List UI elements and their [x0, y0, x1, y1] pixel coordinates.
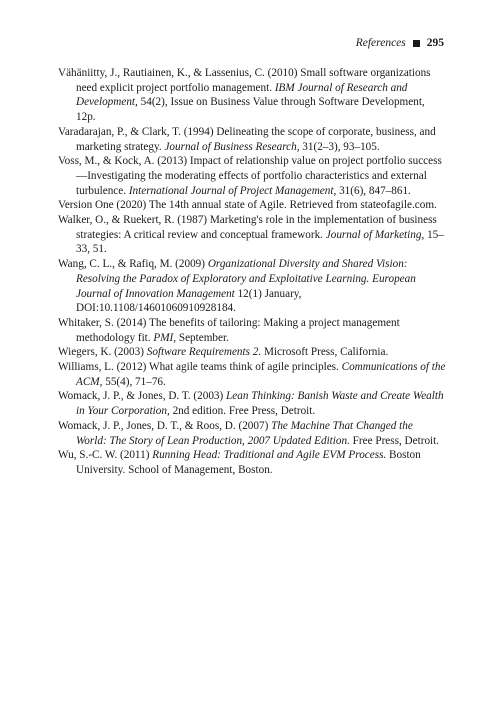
reference-entry [58, 257, 446, 316]
reference-text: Version One (2020) The 14th annual state of Agile. Retrieved from stateofagile.com. [58, 199, 437, 212]
reference-text-tail: Microsoft Press, California. [261, 346, 389, 359]
reference-text-tail: Free Press, Detroit. [349, 434, 440, 447]
reference-entry [58, 213, 446, 257]
reference-text: Voss, M., & Kock, A. (2013) Impact of relationship value on project portfolio success—Investigating the moderating effects of portfolio characteristics and external turbulence. [58, 155, 442, 197]
reference-italic: Journal of Business Research, [164, 140, 300, 153]
reference-italic: Lean Thinking: Banish Waste and Create Wealth in Your Corporation, [76, 390, 444, 418]
reference-text-tail: 15–33, 51. [76, 228, 444, 256]
reference-text: Wang, C. L., & Rafiq, M. (2009) [58, 258, 208, 271]
reference-entry [58, 360, 446, 389]
reference-text-tail: 12(1) January, DOI:10.1108/14601060910928184. [76, 287, 302, 315]
running-title: References [355, 37, 406, 49]
reference-entry [58, 345, 446, 360]
reference-text: Williams, L. (2012) What agile teams think of agile principles. [58, 361, 342, 374]
reference-text: Whitaker, S. (2014) The benefits of tailoring: Making a project management methodology fit. [58, 316, 400, 344]
reference-text: Walker, O., & Ruekert, R. (1987) Marketing's role in the implementation of business strategies: A critical review and conceptual framework. [58, 214, 437, 241]
reference-italic: IBM Journal of Research and Development, [76, 81, 408, 109]
reference-text-tail: 31(2–3), 93–105. [299, 140, 380, 153]
reference-text: Womack, J. P., & Jones, D. T. (2003) [58, 390, 227, 403]
page-number: 295 [426, 37, 444, 49]
reference-text: Vähäniitty, J., Rautiainen, K., & Lassenius, C. (2010) Small software organizations need explicit project portfolio management. [58, 67, 431, 94]
reference-text: Wu, S.-C. W. (2011) [58, 449, 153, 462]
reference-entry [58, 198, 446, 213]
reference-italic: PMI, [153, 331, 177, 344]
reference-entry [58, 316, 446, 345]
reference-italic: The Machine That Changed the World: The Story of Lean Production, 2007 Updated Edition. [76, 419, 413, 447]
reference-text: Wiegers, K. (2003) [58, 346, 147, 359]
reference-italic: Running Head: Traditional and Agile EVM Process. [152, 449, 387, 462]
running-header [356, 37, 444, 49]
reference-entry [58, 419, 446, 448]
reference-text-tail: 54(2), Issue on Business Value through Software Development, 12p. [76, 96, 425, 124]
reference-italic: Software Requirements 2. [146, 346, 262, 359]
reference-text: Varadarajan, P., & Clark, T. (1994) Delineating the scope of corporate, business, and marketing strategy. [58, 125, 436, 153]
reference-italic: Communications of the ACM, [76, 361, 446, 388]
square-bullet-icon [413, 40, 420, 47]
reference-italic: Journal of Marketing, [325, 228, 425, 241]
reference-text-tail: 31(6), 847–861. [336, 184, 411, 197]
reference-text-tail: Boston University. School of Management, Boston. [76, 449, 421, 476]
reference-text-tail: September. [176, 331, 229, 344]
reference-text-tail: 55(4), 71–76. [102, 375, 166, 388]
reference-text-tail: 2nd edition. Free Press, Detroit. [169, 405, 316, 418]
reference-entry [58, 154, 446, 198]
reference-entry [58, 66, 446, 125]
reference-italic: International Journal of Project Management, [128, 184, 337, 197]
reference-entry [58, 448, 446, 477]
reference-list [58, 66, 446, 478]
reference-entry [58, 125, 446, 154]
reference-text: Womack, J. P., Jones, D. T., & Roos, D. (2007) [58, 419, 272, 432]
reference-entry [58, 389, 446, 418]
reference-italic: Organizational Diversity and Shared Vision: Resolving the Paradox of Exploratory and Exploitative Learning. European Journal of Innovation Management [76, 258, 416, 300]
